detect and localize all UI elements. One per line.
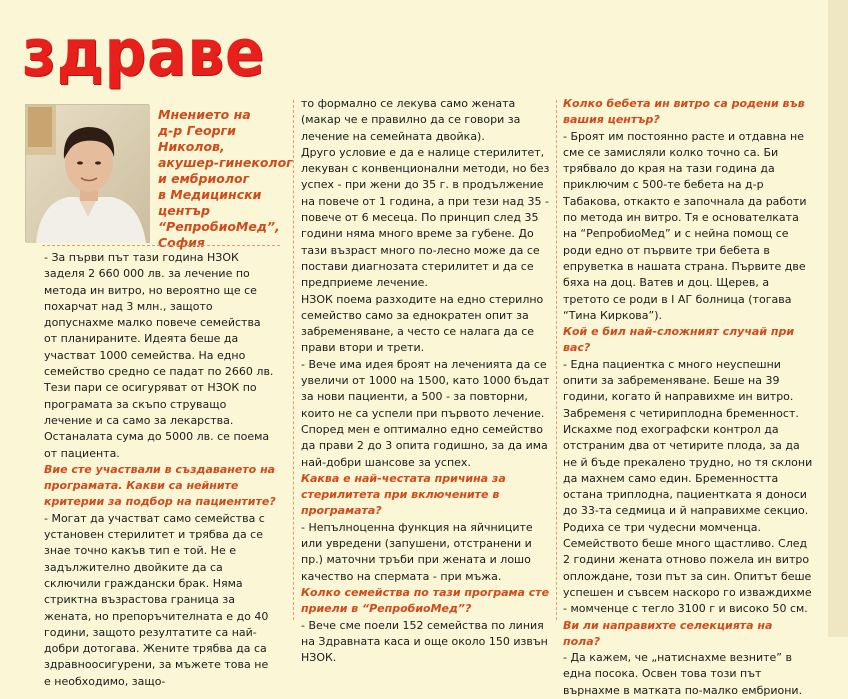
answer-paragraph: то формално се лекува само жената (макар че е правилно да се говори за лечение на семейната двойка).: [301, 97, 521, 143]
intro-line: Николов,: [158, 139, 225, 154]
portrait-image: [26, 105, 150, 243]
intro-line: център: [158, 203, 210, 218]
answer-paragraph: - Една пациентка с много неуспешни опити за забременяване. Беше на 39 години, когато й направихме ин витро. Забременя с четириплодна бременност. Искахме под ехографски контрол да отстраним два от четирите плода, за да не й бъде прекалено трудно, но тя склони да махнем само един. Бременността остана триплодна, пациентката я доноси до 33-та седмица и й направихме секцио. Родиха се три чудесни момченца. Семейството беше много щастливо. След 2 години жената отново пожела ин витро оплождане, този път за син. Опитът беше успешен и съвсем наскоро го изваждихме - момченце с тегло 3100 г и високо 50 см.: [563, 357, 813, 616]
question-paragraph: Кой е бил най-сложният случай при вас?: [563, 325, 795, 355]
question-paragraph: Колко бебета ин витро са родени във вашия център?: [563, 97, 805, 127]
doctor-portrait-photo: [25, 104, 149, 242]
article-column-3: [563, 96, 813, 699]
column-divider: [556, 100, 557, 620]
answer-paragraph: - Могат да участват само семейства с установен стерилитет и трябва да се знае точно какъв тип е той. Не е задължително двойките да са сключили граждански брак. Няма стриктна възрастова граница за жената, но препоръчителната е до 40 години, защото резултатите са най-добри дотогава. Жените трябва да са здравноосигурени, за мъжете това не е необходимо, защо-: [44, 511, 269, 688]
article-column-2: [301, 96, 551, 666]
intro-line: Мнението на: [158, 107, 251, 122]
section-rule: [42, 245, 280, 246]
intro-line: и ембриолог: [158, 171, 250, 186]
section-title: здраве: [22, 14, 266, 91]
intro-line: д-р Георги: [158, 123, 236, 138]
question-paragraph: Колко семейства по тази програма сте приели в “РепробиоМед”?: [301, 585, 550, 616]
answer-paragraph: - Вече сме поели 152 семейства по линия на Здравната каса и още около 150 извън НЗОК.: [301, 618, 548, 665]
doctor-intro: [158, 107, 303, 251]
intro-line: “РепробиоМед”,: [158, 219, 280, 234]
page-edge: [828, 0, 848, 637]
answer-paragraph: - Вече има идея броят на леченията да се увеличи от 1000 на 1500, като 1000 бъдат за нови пациенти, а 500 - за повторни, които не са успели при първото лечение. Според мен е оптимално едно семейство да прави 2 до 3 опита годишно, за да има най-добри шансове за успех.: [301, 357, 550, 469]
question-paragraph: Каква е най-честата причина за стерилитета при включените в програмата?: [301, 471, 506, 518]
answer-paragraph: - Непълноценна функция на яйчниците или увредени (запушени, отстранени и пр.) маточни тръби при жената и лошо качество на спермата - при мъжа.: [301, 520, 533, 583]
answer-paragraph: - За първи път тази година НЗОК заделя 2 660 000 лв. за лечение по метода ин витро, но вероятно ще се похарчат над 3 млн., защото допуснахме малко повече семейства от планираните. Идеята беше да участват 1000 семейства. На едно семейство средно се падат по 2660 лв. Тези пари се осигуряват от НЗОК по програмата за скъпо струващо лечение и са само за лекарства. Останалата сума до 5000 лв. се поема от пациента.: [44, 251, 274, 460]
intro-line: акушер-гинеколог: [158, 155, 293, 170]
question-paragraph: Вие сте участвали в създаването на програмата. Какви са нейните критерии за подбор на пациентите?: [44, 462, 276, 509]
intro-line: в Медицински: [158, 187, 262, 202]
article-column-1: [44, 250, 276, 690]
question-paragraph: Ви ли направихте селекцията на пола?: [563, 618, 773, 648]
answer-paragraph: - Да кажем, че „натиснахме везните” в една посока. Освен това този път върнахме в матката по-малко ембриони.: [563, 651, 803, 697]
intro-line: София: [158, 235, 205, 250]
column-divider: [293, 100, 294, 620]
answer-paragraph: - Броят им постоянно расте и отдавна не сме се замисляли колко точно са. Би трябвало до края на тази година да приключим с 500-те бебета на д-р Табакова, откакто е започнала да работи по метода ин витро. Тя е основателката на “РепробиоМед” и с нейна помощ се роди едно от първите три бебета в епруветка в нашата страна. Първите две бяха на доц. Ватев и доц. Щерев, а третото се роди в I АГ болница (тогава “Тина Киркова”).: [563, 129, 807, 322]
answer-paragraph: Друго условие е да е налице стерилитет, лекуван с конвенционални методи, но без успех - при жени до 35 г. в продължение на повече от 1 година, а при тези над 35 - повече от 6 месеца. По принцип след 35 години няма много време за губене. До тази възраст много по-лесно може да се постави диагнозата стерилитет и да се предприеме лечение.: [301, 145, 550, 290]
answer-paragraph: НЗОК поема разходите на едно стерилно семейство само за еднократен опит за забременяване, а често се налага да се прави втори и трети.: [301, 292, 544, 355]
